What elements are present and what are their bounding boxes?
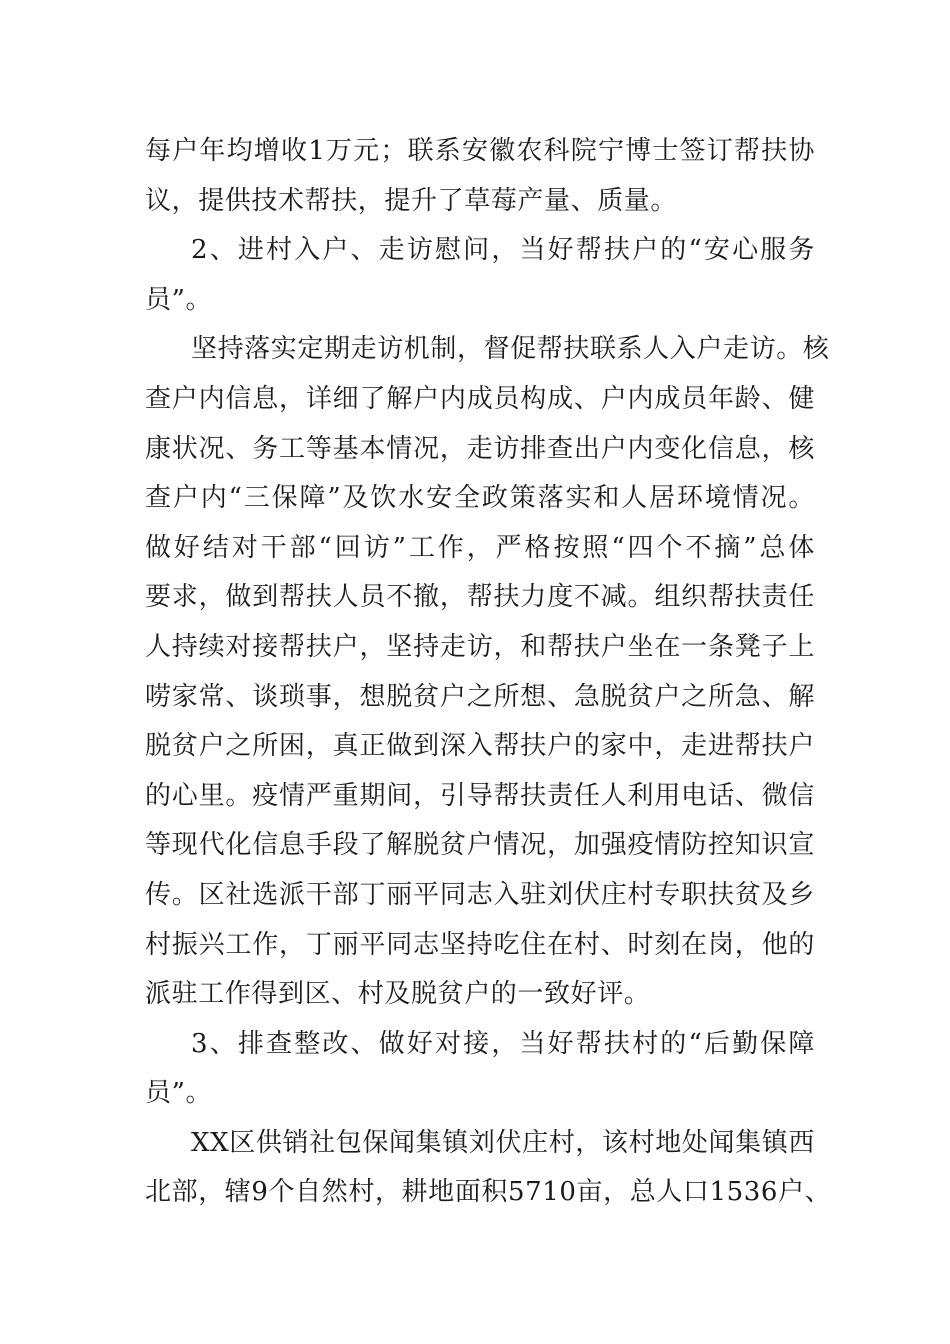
text-line: 派驻工作得到区、村及脱贫户的一致好评。 [145, 979, 651, 1010]
text-line: 等现代化信息手段了解脱贫户情况，加强疫情防控知识宣 [145, 830, 815, 861]
text-line: 唠家常、谈琐事，想脱贫户之所想、急脱贫户之所急、解 [145, 681, 815, 712]
text-line: 员”。 [145, 284, 213, 315]
text-line: 每户年均增收1万元；联系安徽农科院宁博士签订帮扶协 [145, 136, 815, 166]
document-body [145, 127, 832, 1218]
text-line: 做好结对干部“回访”工作，严格按照“四个不摘”总体 [145, 532, 815, 563]
section-heading: 3、排查整改、做好对接，当好帮扶村的“后勤保障 [191, 1028, 815, 1059]
text-line: 查户内信息，详细了解户内成员构成、户内成员年龄、健 [145, 383, 815, 414]
text-line: 的心里。疫情严重期间，引导帮扶责任人利用电话、微信 [145, 780, 815, 811]
text-line: 康状况、务工等基本情况，走访排查出户内变化信息，核 [145, 433, 815, 464]
text-line: 传。区社选派干部丁丽平同志入驻刘伏庄村专职扶贫及乡 [145, 879, 815, 910]
paragraph-start: 坚持落实定期走访机制，督促帮扶联系人入户走访。核 [191, 334, 830, 365]
text-line: 员”。 [145, 1078, 213, 1109]
text-line: 北部，辖9个自然村，耕地面积5710亩，总人口1536户、 [145, 1177, 832, 1208]
text-line: 村振兴工作，丁丽平同志坚持吃住在村、时刻在岗，他的 [145, 929, 815, 960]
paragraph-start: XX区供销社包保闻集镇刘伏庄村，该村地处闻集镇西 [191, 1127, 815, 1158]
text-line: 议，提供技术帮扶，提升了草莓产量、质量。 [145, 185, 678, 216]
text-line: 脱贫户之所困，真正做到深入帮扶户的家中，走进帮扶户 [145, 731, 815, 762]
text-line: 查户内“三保障”及饮水安全政策落实和人居环境情况。 [145, 483, 815, 514]
text-line: 人持续对接帮扶户，坚持走访，和帮扶户坐在一条凳子上 [145, 631, 815, 662]
text-line: 要求，做到帮扶人员不撤，帮扶力度不减。组织帮扶责任 [145, 582, 815, 613]
section-heading: 2、进村入户、走访慰问，当好帮扶户的“安心服务 [191, 235, 815, 266]
